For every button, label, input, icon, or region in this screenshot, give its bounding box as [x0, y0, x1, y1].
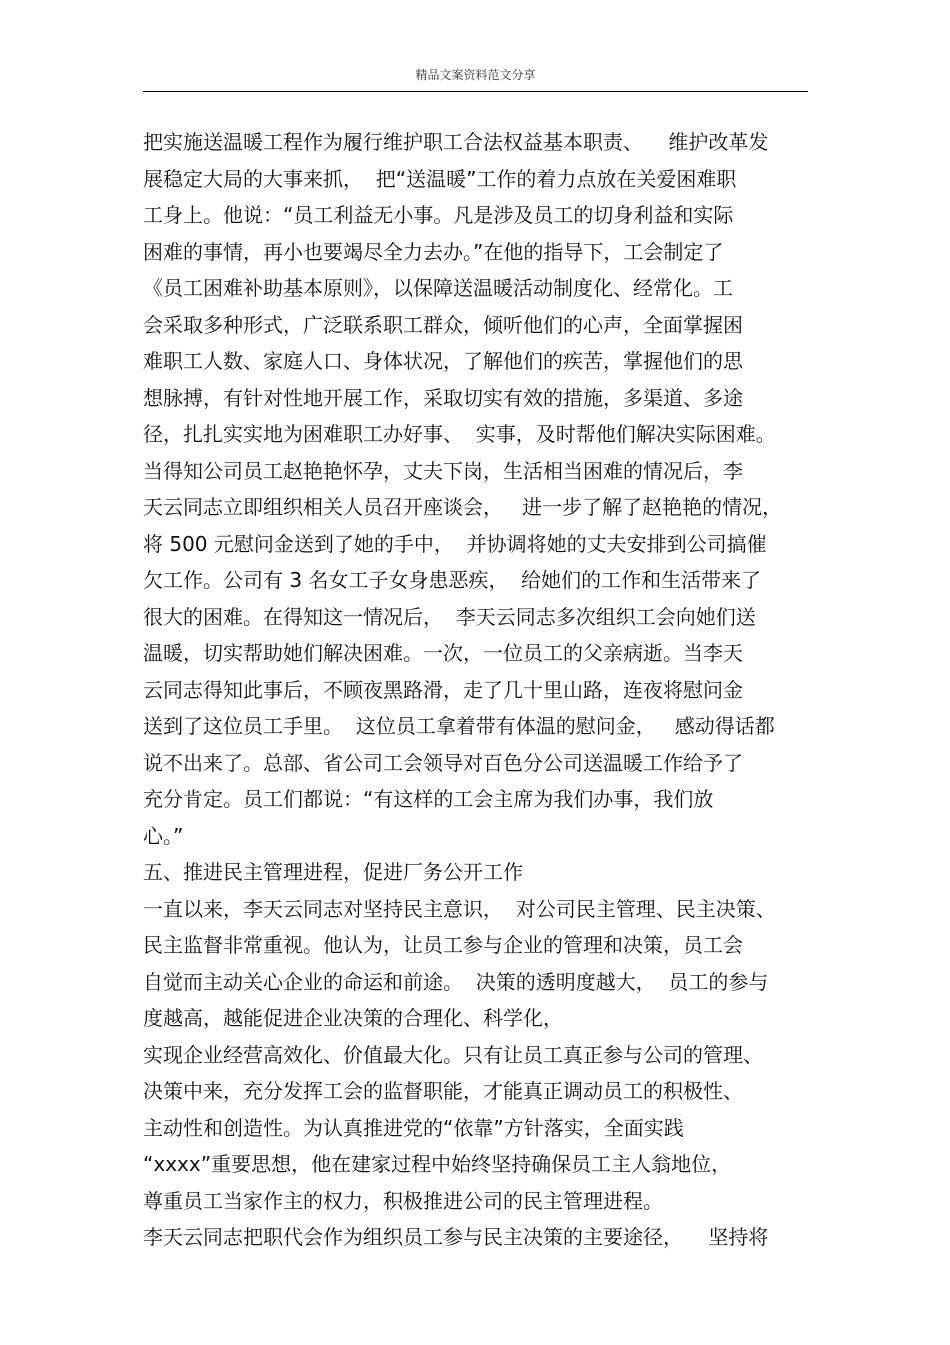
paragraph-line: 难职工人数、家庭人口、身体状况，了解他们的疾苦，掌握他们的思	[143, 349, 743, 373]
paragraph-line: “xxxx”重要思想，他在建家过程中始终坚持确保员工主人翁地位，	[143, 1152, 732, 1176]
paragraph-line: 一直以来，李天云同志对坚持民主意识， 对公司民主管理、民主决策、	[143, 896, 776, 921]
paragraph-line: 《员工困难补助基本原则》，以保障送温暖活动制度化、经常化。工	[143, 276, 733, 300]
paragraph-line: 很大的困难。在得知这一情况后， 李天云同志多次组织工会向她们送	[143, 604, 756, 629]
paragraph-line: 将 500 元慰问金送到了她的手中， 并协调将她的丈夫安排到公司搞催	[143, 531, 767, 556]
paragraph-line: 欠工作。公司有 3 名女工子女身患恶疾， 给她们的工作和生活带来了	[143, 568, 762, 592]
paragraph-line: 当得知公司员工赵艳艳怀孕，丈夫下岗，生活相当困难的情况后，李	[143, 458, 743, 483]
paragraph-line: 充分肯定。员工们都说：“有这样的工会主席为我们办事，我们放	[143, 787, 714, 811]
paragraph-line: 温暖，切实帮助她们解决困难。一次，一位员工的父亲病逝。当李天	[143, 641, 743, 665]
section-heading: 五、推进民主管理进程，促进厂务公开工作	[143, 860, 523, 884]
paragraph-line: 尊重员工当家作主的权力，积极推进公司的民主管理进程。	[143, 1188, 663, 1213]
paragraph-line: 云同志得知此事后，不顾夜黑路滑，走了几十里山路，连夜将慰问金	[143, 677, 743, 702]
document-body	[143, 124, 813, 1256]
paragraph-line: 民主监督非常重视。他认为，让员工参与企业的管理和决策，员工会	[143, 933, 743, 957]
paragraph-line: 想脉搏，有针对性地开展工作，采取切实有效的措施，多渠道、多途	[143, 385, 743, 410]
paragraph-line: 自觉而主动关心企业的命运和前途。 决策的透明度越大， 员工的参与	[143, 969, 769, 994]
paragraph-line: 会采取多种形式，广泛联系职工群众，倾听他们的心声，全面掌握困	[143, 312, 743, 337]
paragraph-line: 实现企业经营高效化、价值最大化。只有让员工真正参与公司的管理、	[143, 1042, 763, 1067]
page-header: 精品文案资料范文分享	[415, 68, 536, 82]
paragraph-line: 天云同志立即组织相关人员召开座谈会， 进一步了解了赵艳艳的情况，	[143, 495, 783, 519]
paragraph-line: 把实施送温暖工程作为履行维护职工合法权益基本职责、 维护改革发	[143, 130, 769, 154]
paragraph-line: 送到了这位员工手里。 这位员工拿着带有体温的慰问金， 感动得话都	[143, 714, 775, 738]
paragraph-line: 径，扎扎实实地为困难职工办好事、 实事，及时帮他们解决实际困难。	[143, 422, 776, 446]
paragraph-line: 展稳定大局的大事来抓， 把“送温暖”工作的着力点放在关爱困难职	[143, 166, 737, 191]
paragraph-line: 困难的事情，再小也要竭尽全力去办。”在他的指导下，工会制定了	[143, 239, 724, 264]
paragraph-line: 决策中来，充分发挥工会的监督职能，才能真正调动员工的积极性、	[143, 1079, 743, 1103]
paragraph-line: 心。”	[143, 823, 184, 848]
paragraph-line: 度越高，越能促进企业决策的合理化、科学化，	[143, 1006, 563, 1030]
paragraph-line: 说不出来了。总部、省公司工会领导对百色分公司送温暖工作给予了	[143, 750, 743, 775]
paragraph-line: 工身上。他说：“员工利益无小事。凡是涉及员工的切身利益和实际	[143, 203, 734, 227]
paragraph-line: 李天云同志把职代会作为组织员工参与民主决策的主要途径， 坚持将	[143, 1225, 769, 1249]
paragraph-line: 主动性和创造性。为认真推进党的“依靠”方针落实，全面实践	[143, 1115, 684, 1140]
header-divider	[143, 91, 808, 92]
